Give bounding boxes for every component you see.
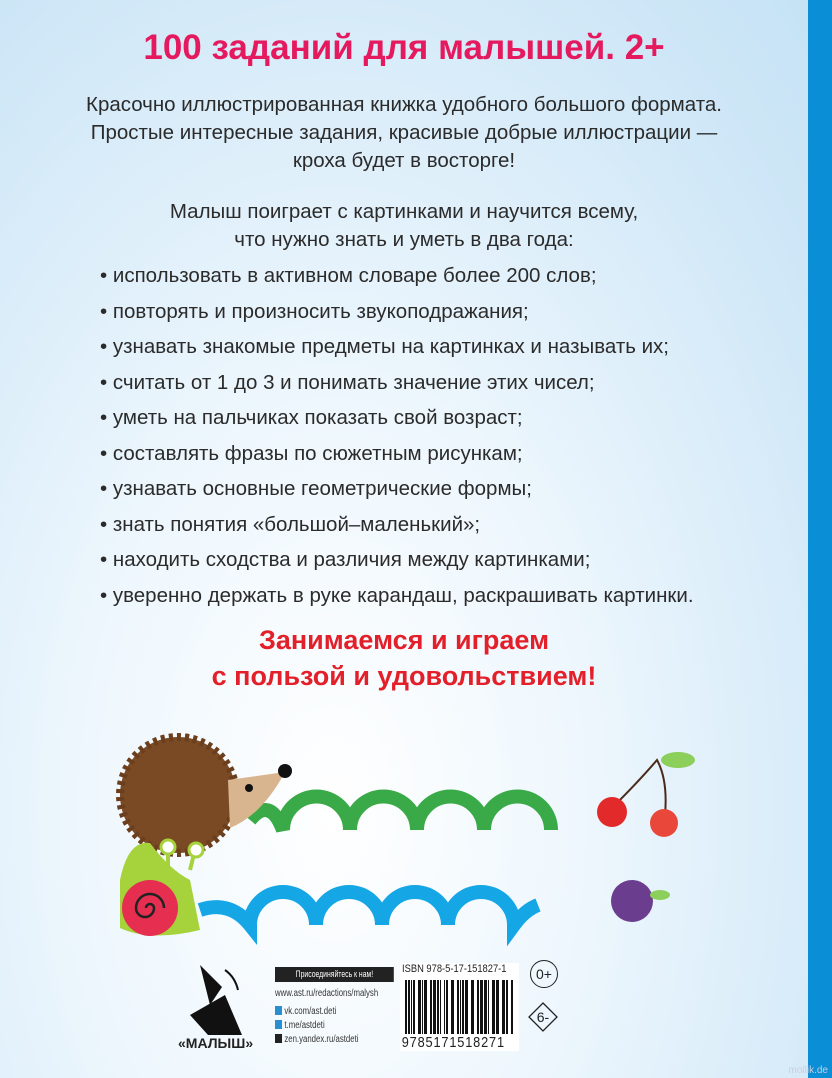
list-item: • узнавать основные геометрические формы; [100,477,532,500]
lead-line: Малыш поиграет с картинками и научится всему, [169,200,639,223]
social-text: t.me/astdeti [284,1020,325,1031]
social-link-zen[interactable] [275,1033,378,1047]
lead-line: что нужно знать и уметь в два года: [234,228,574,251]
barcode-bar [477,980,479,1034]
plum-icon [611,880,670,922]
barcode-bar [424,980,427,1034]
age-recommendation-text: 6- [536,1009,550,1025]
barcode-digits: 9785171518271 [401,1034,505,1051]
lead-text [0,198,808,254]
blue-wave-path [200,892,538,925]
isbn-text: ISBN 978-5-17-151827-1 [402,963,507,975]
list-item: • считать от 1 до 3 и понимать значение этих чисел; [100,370,595,394]
barcode-bar [422,980,423,1034]
barcode-bar [496,980,499,1034]
cherry-icon [597,752,695,837]
list-item: • узнавать знакомые предметы на картинках и называть их; [100,335,669,358]
list-item: • использовать в активном словаре более 200 слов; [100,264,597,287]
barcode-bar [440,980,441,1034]
vk-icon [275,1006,282,1015]
barcode-bar [411,980,412,1034]
barcode-bar [451,980,454,1034]
barcode-bar [444,980,445,1034]
barcode-bar [418,980,421,1034]
social-link-vk[interactable] [275,1005,378,1019]
publisher-logo-text: «МАЛЫШ» [178,1035,254,1051]
barcode-bar [446,980,448,1034]
social-link-telegram[interactable] [275,1019,378,1033]
barcode-icon [405,980,517,1036]
intro-line: кроха будет в восторге! [292,149,516,172]
list-item: • знать понятия «большой–маленький»; [100,512,481,536]
barcode-bar [488,980,489,1034]
list-item: • уметь на пальчиках показать свой возраст; [100,406,523,429]
barcode-bar [462,980,464,1034]
barcode-bar [437,980,439,1034]
intro-text [0,91,808,175]
barcode-bar [413,980,415,1034]
join-banner: Присоединяйтесь к нам! [275,967,394,982]
list-item: • уверенно держать в руке карандаш, раскрашивать картинки. [100,583,694,607]
illustration [0,720,808,950]
age-recommendation-badge [528,1002,558,1032]
barcode-bar [408,980,410,1034]
skills-list [100,262,694,617]
list-item: • находить сходства и различия между картинками; [100,548,591,571]
telegram-icon [275,1020,282,1029]
barcode-bar [460,980,461,1034]
social-text: vk.com/ast.deti [284,1006,337,1017]
barcode-bar [405,980,407,1034]
slogan-line: с пользой и удовольствием! [211,661,597,691]
barcode-bar [430,980,432,1034]
age-rating-badge: 0+ [530,960,558,988]
zen-icon [275,1034,282,1043]
spine-strip [808,0,832,1078]
slogan-line: Занимаемся и играем [258,625,550,655]
hedgehog-icon [120,737,292,853]
barcode-bar [480,980,483,1034]
list-item: • повторять и произносить звукоподражания; [100,299,529,323]
slogan [0,622,808,694]
intro-line: Красочно иллюстрированная книжка удобного большого формата. [86,93,722,116]
green-wave-path [250,797,551,831]
list-item: • составлять фразы по сюжетным рисункам; [100,441,523,465]
barcode-bar [506,980,508,1034]
barcode-bar [484,980,487,1034]
watermark: mollik.de [788,1065,828,1076]
website-link[interactable]: www.ast.ru/redactions/malysh [275,988,379,999]
barcode-bar [502,980,505,1034]
barcode-bar [465,980,468,1034]
barcode-bar [471,980,474,1034]
barcode-bar [492,980,495,1034]
book-title: 100 заданий для малышей. 2+ [143,28,665,67]
barcode-bar [457,980,459,1034]
barcode-bar [433,980,436,1034]
contact-links [275,987,378,1047]
barcode-bar [511,980,513,1034]
social-text: zen.yandex.ru/astdeti [284,1034,359,1045]
intro-line: Простые интересные задания, красивые добрые иллюстрации — [90,121,718,144]
